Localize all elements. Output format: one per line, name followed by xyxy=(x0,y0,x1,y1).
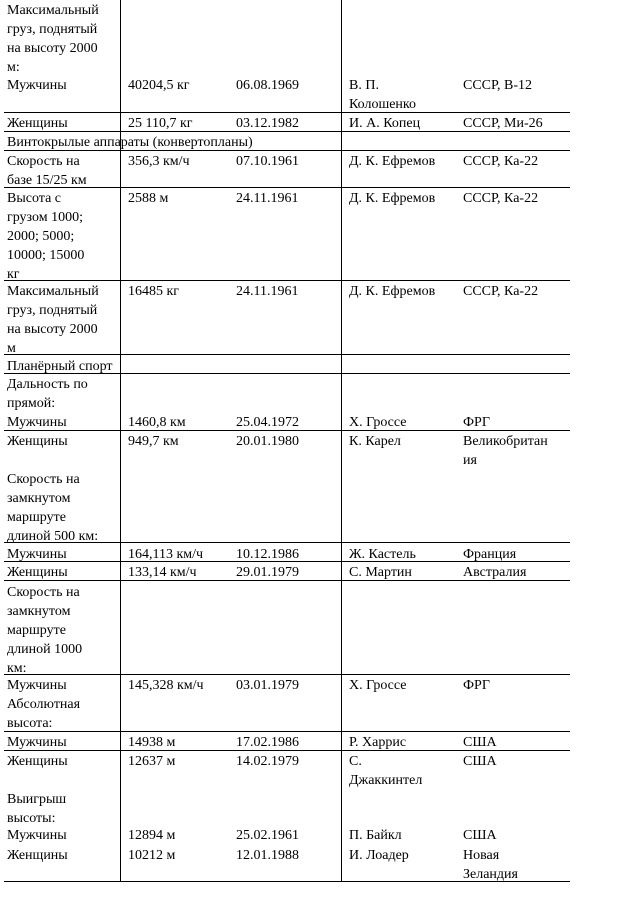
cell-parameter: Женщины xyxy=(7,754,68,769)
cell-parameter: Скорость на xyxy=(7,472,80,487)
cell-value: 25 110,7 кг xyxy=(128,116,193,131)
cell-country: СССР, Ми-26 xyxy=(463,116,543,131)
cell-parameter: Женщины xyxy=(7,565,68,580)
cell-country: США xyxy=(463,754,497,769)
cell-parameter: на высоту 2000 xyxy=(7,322,98,337)
cell-country: СССР, Ка-22 xyxy=(463,284,539,299)
cell-country: США xyxy=(463,828,497,843)
cell-date: 12.01.1988 xyxy=(236,848,299,863)
cell-athlete: Д. К. Ефремов xyxy=(349,191,436,206)
cell-country: Зеландия xyxy=(463,867,518,882)
section-heading: Планёрный спорт xyxy=(7,359,113,374)
column-rule xyxy=(341,0,342,882)
cell-date: 07.10.1961 xyxy=(236,154,299,169)
cell-date: 03.01.1979 xyxy=(236,678,299,693)
cell-parameter: длиной 500 км: xyxy=(7,529,99,544)
cell-country: США xyxy=(463,735,497,750)
cell-parameter: грузом 1000; xyxy=(7,210,83,225)
cell-date: 06.08.1969 xyxy=(236,78,299,93)
cell-parameter: замкнутом xyxy=(7,491,71,506)
cell-parameter: груз, поднятый xyxy=(7,22,98,37)
cell-athlete: Колошенко xyxy=(349,97,417,112)
cell-parameter: м: xyxy=(7,60,20,75)
section-heading: Винтокрылые аппараты (конвертопланы) xyxy=(7,135,253,150)
cell-value: 145,328 км/ч xyxy=(128,678,204,693)
cell-parameter: 2000; 5000; xyxy=(7,229,75,244)
cell-parameter: Мужчины xyxy=(7,415,67,430)
cell-athlete: С. Мартин xyxy=(349,565,412,580)
cell-date: 25.04.1972 xyxy=(236,415,299,430)
cell-parameter: Мужчины xyxy=(7,735,67,750)
cell-parameter: на высоту 2000 xyxy=(7,41,98,56)
cell-parameter: Женщины xyxy=(7,848,68,863)
cell-parameter: Выигрыш xyxy=(7,792,67,807)
cell-parameter: Максимальный xyxy=(7,284,99,299)
cell-country: СССР, В-12 xyxy=(463,78,533,93)
cell-parameter: Скорость на xyxy=(7,154,80,169)
table-rule xyxy=(4,731,570,732)
cell-parameter: прямой: xyxy=(7,396,56,411)
cell-value: 14938 м xyxy=(128,735,176,750)
cell-value: 949,7 км xyxy=(128,434,179,449)
cell-parameter: Мужчины xyxy=(7,678,67,693)
cell-value: 356,3 км/ч xyxy=(128,154,190,169)
cell-country: ФРГ xyxy=(463,678,490,693)
cell-parameter: м xyxy=(7,341,16,356)
cell-parameter: Мужчины xyxy=(7,78,67,93)
cell-value: 2588 м xyxy=(128,191,169,206)
cell-country: Новая xyxy=(463,848,500,863)
cell-athlete: В. П. xyxy=(349,78,379,93)
cell-country: СССР, Ка-22 xyxy=(463,191,539,206)
cell-parameter: Максимальный xyxy=(7,3,99,18)
cell-parameter: груз, поднятый xyxy=(7,303,98,318)
cell-parameter: базе 15/25 км xyxy=(7,173,87,188)
cell-parameter: 10000; 15000 xyxy=(7,248,85,263)
cell-parameter: замкнутом xyxy=(7,604,71,619)
cell-parameter: длиной 1000 xyxy=(7,642,83,657)
cell-date: 24.11.1961 xyxy=(236,284,299,299)
cell-parameter: Мужчины xyxy=(7,547,67,562)
cell-athlete: С. xyxy=(349,754,362,769)
cell-date: 17.02.1986 xyxy=(236,735,299,750)
table-rule xyxy=(4,112,570,113)
cell-athlete: П. Байкл xyxy=(349,828,402,843)
cell-parameter: высота: xyxy=(7,716,53,731)
cell-parameter: маршруте xyxy=(7,510,66,525)
cell-date: 25.02.1961 xyxy=(236,828,299,843)
cell-athlete: Д. К. Ефремов xyxy=(349,284,436,299)
cell-value: 164,113 км/ч xyxy=(128,547,204,562)
table-rule xyxy=(4,674,570,675)
cell-date: 24.11.1961 xyxy=(236,191,299,206)
cell-parameter: Дальность по xyxy=(7,377,88,392)
cell-athlete: Х. Гроссе xyxy=(349,678,407,693)
cell-date: 14.02.1979 xyxy=(236,754,299,769)
cell-value: 1460,8 км xyxy=(128,415,186,430)
cell-date: 20.01.1980 xyxy=(236,434,299,449)
cell-value: 10212 м xyxy=(128,848,176,863)
table-rule xyxy=(4,354,570,355)
cell-athlete: К. Карел xyxy=(349,434,401,449)
cell-date: 03.12.1982 xyxy=(236,116,299,131)
cell-parameter: Скорость на xyxy=(7,585,80,600)
cell-country: СССР, Ка-22 xyxy=(463,154,539,169)
cell-parameter: Женщины xyxy=(7,434,68,449)
cell-parameter: кг xyxy=(7,267,20,282)
cell-value: 16485 кг xyxy=(128,284,180,299)
cell-athlete: Р. Харрис xyxy=(349,735,407,750)
cell-parameter: Абсолютная xyxy=(7,697,81,712)
cell-value: 133,14 км/ч xyxy=(128,565,197,580)
cell-parameter: высоты: xyxy=(7,811,56,826)
cell-athlete: И. А. Копец xyxy=(349,116,421,131)
cell-athlete: Ж. Кастель xyxy=(349,547,416,562)
cell-value: 12637 м xyxy=(128,754,176,769)
cell-date: 10.12.1986 xyxy=(236,547,299,562)
cell-parameter: Женщины xyxy=(7,116,68,131)
table-rule xyxy=(4,187,570,188)
cell-parameter: Мужчины xyxy=(7,828,67,843)
cell-value: 40204,5 кг xyxy=(128,78,190,93)
cell-parameter: Высота с xyxy=(7,191,61,206)
cell-date: 29.01.1979 xyxy=(236,565,299,580)
cell-country: ФРГ xyxy=(463,415,490,430)
cell-country: ия xyxy=(463,453,477,468)
table-rule xyxy=(4,280,570,281)
cell-athlete: И. Лоадер xyxy=(349,848,409,863)
cell-athlete: Джаккинтел xyxy=(349,773,423,788)
cell-parameter: км: xyxy=(7,661,27,676)
cell-value: 12894 м xyxy=(128,828,176,843)
cell-athlete: Х. Гроссе xyxy=(349,415,407,430)
cell-country: Австралия xyxy=(463,565,527,580)
cell-country: Великобритан xyxy=(463,434,548,449)
cell-parameter: маршруте xyxy=(7,623,66,638)
cell-country: Франция xyxy=(463,547,517,562)
cell-athlete: Д. К. Ефремов xyxy=(349,154,436,169)
